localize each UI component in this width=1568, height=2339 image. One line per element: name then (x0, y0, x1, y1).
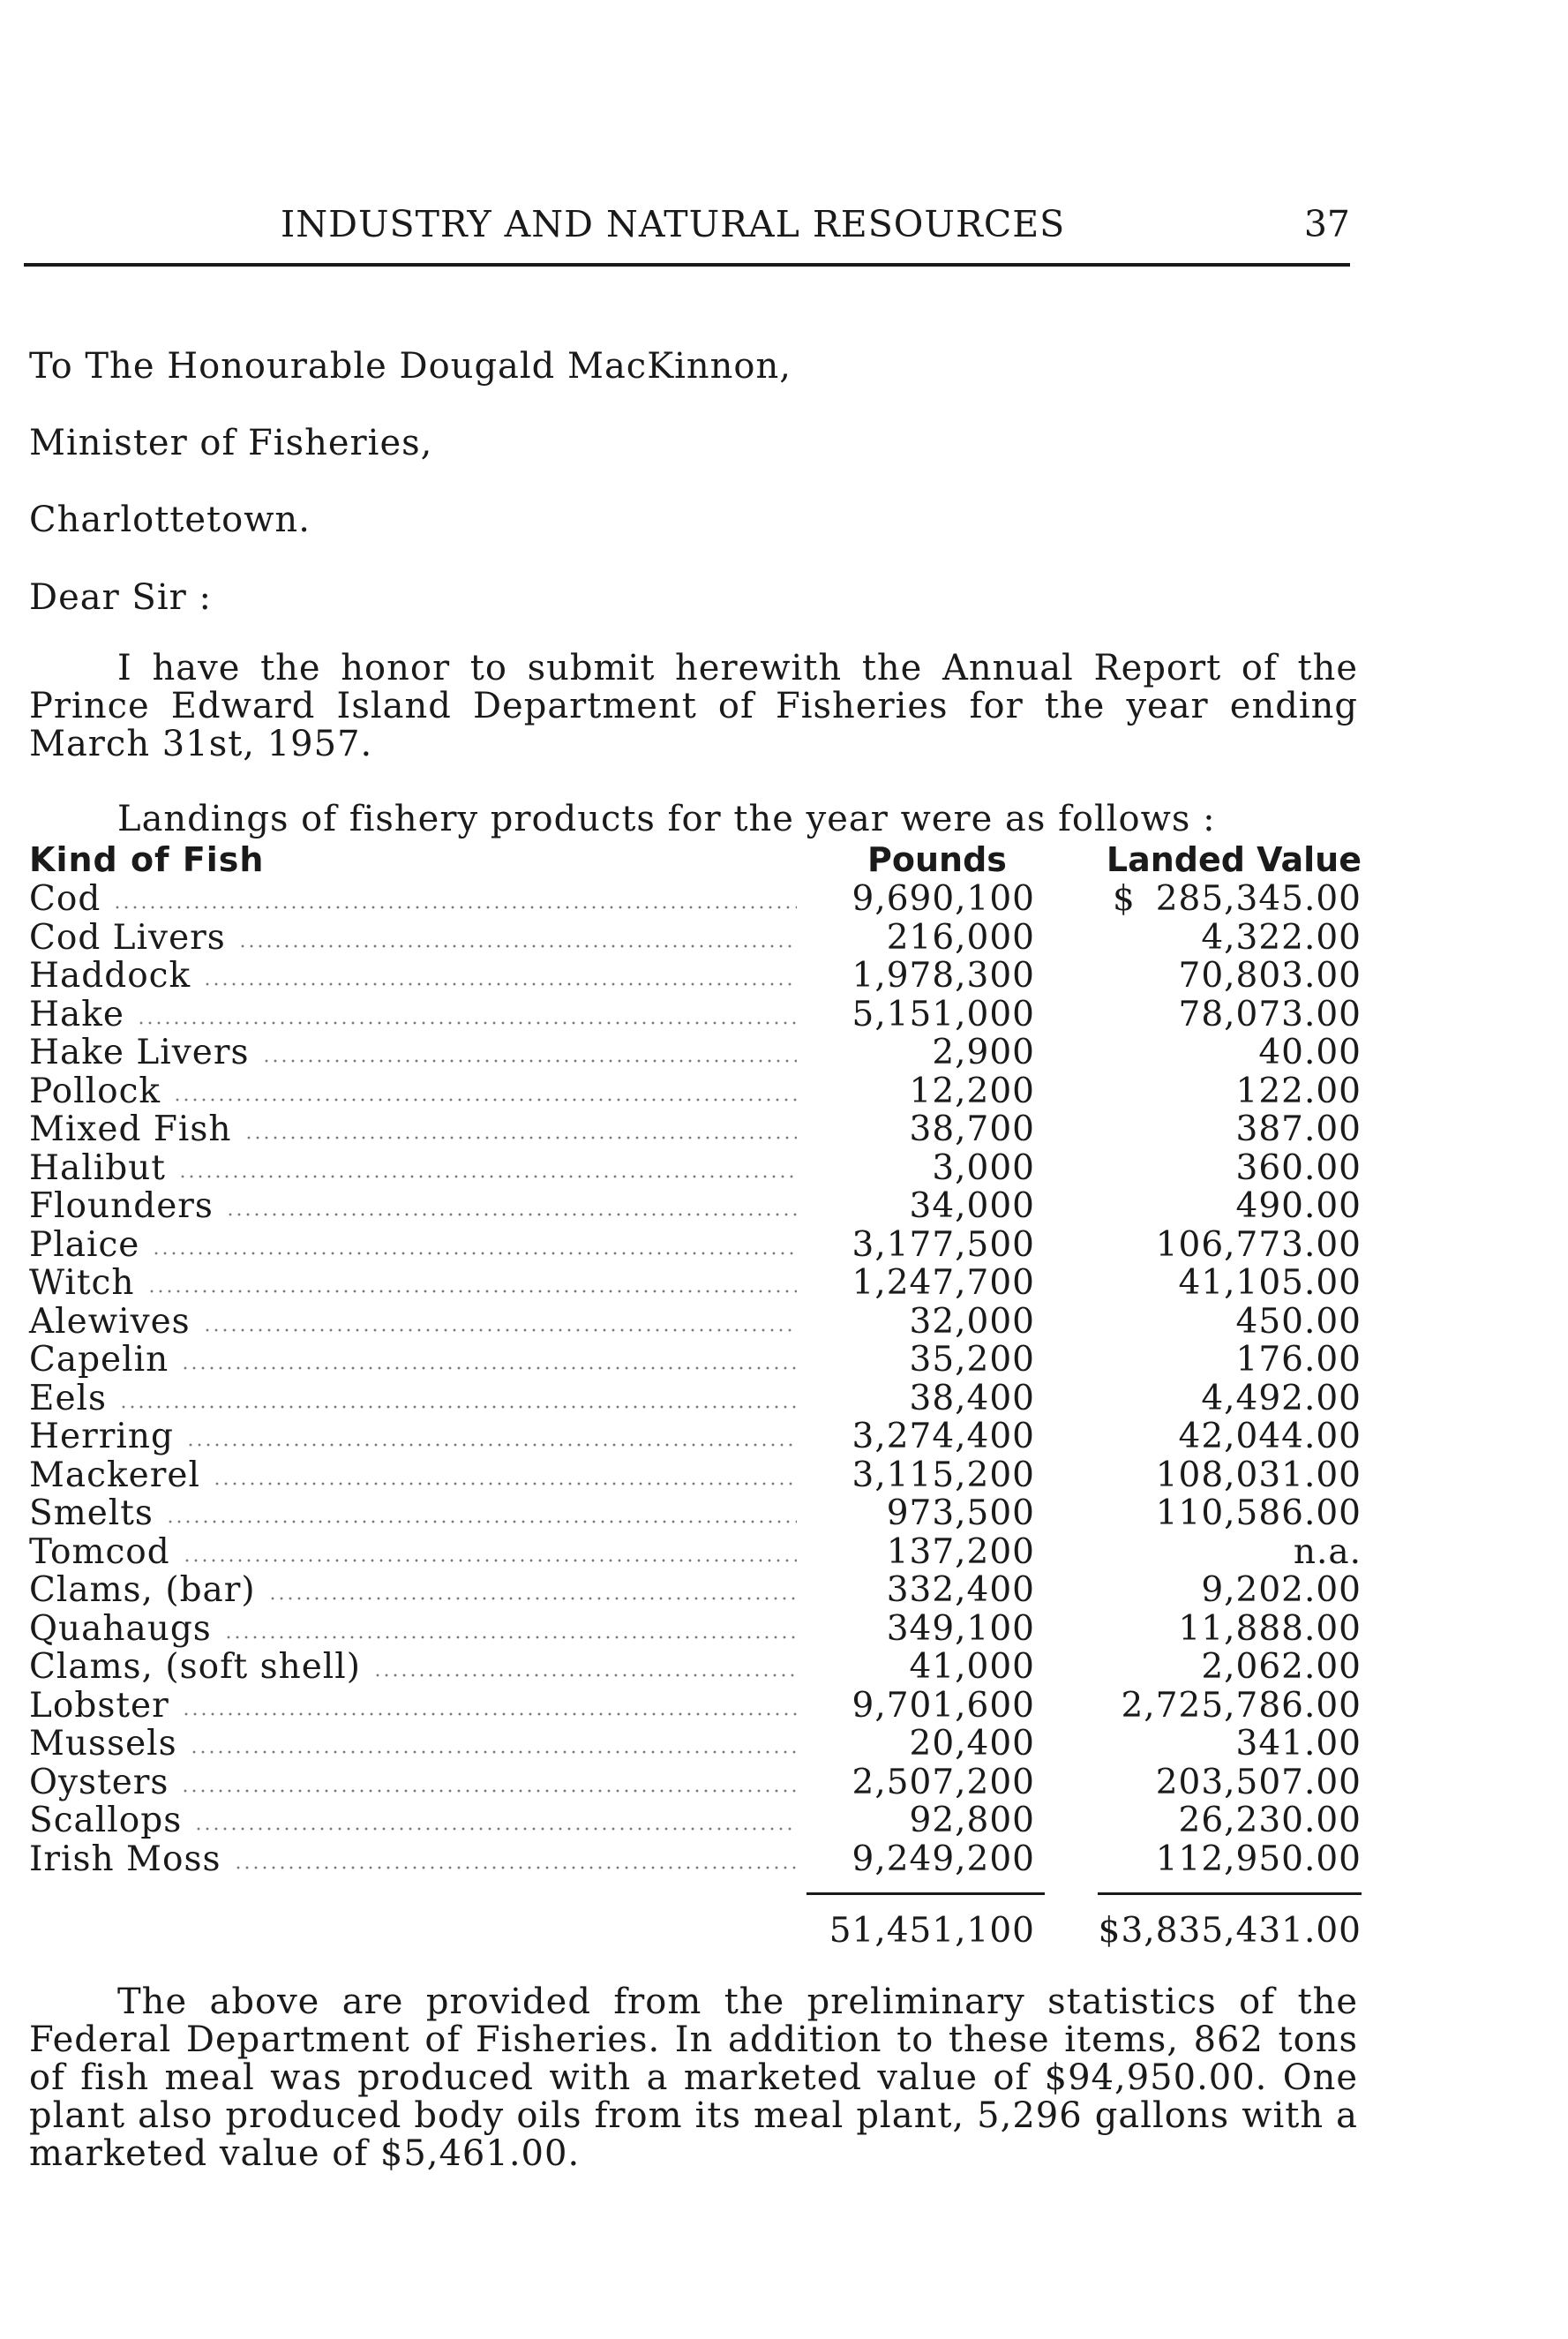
addressee-line: To The Honourable Dougald MacKinnon, (29, 346, 792, 387)
fish-kind: Smelts (29, 1493, 154, 1533)
table-row (29, 1839, 1362, 1878)
dot-leader (224, 1636, 797, 1639)
landed-value-cell: 108,031.00 (1155, 1455, 1362, 1495)
fish-kind: Clams, (soft shell) (29, 1647, 361, 1687)
table-intro: Landings of fishery products for the year were as follows : (117, 799, 1216, 839)
dot-leader (262, 1059, 797, 1063)
fish-kind: Plaice (29, 1224, 140, 1265)
landed-value-cell: 450.00 (1235, 1301, 1362, 1342)
position-line: Minister of Fisheries, (29, 423, 433, 463)
dot-leader (147, 1290, 797, 1293)
dot-leader (186, 1443, 797, 1447)
dot-leader (119, 1405, 797, 1409)
total-pounds: 51,451,100 (829, 1911, 1035, 1951)
dot-leader (203, 1328, 797, 1332)
table-row (29, 918, 1362, 957)
table-row (29, 1263, 1362, 1302)
fish-kind: Hake Livers (29, 1033, 250, 1072)
pounds-cell: 3,115,200 (852, 1455, 1035, 1495)
landed-value-cell: 122.00 (1235, 1071, 1362, 1111)
fish-kind: Irish Moss (29, 1839, 221, 1879)
table-row (29, 1724, 1362, 1763)
fish-kind: Witch (29, 1263, 135, 1303)
dot-leader (181, 1366, 797, 1370)
landed-value-cell: 40.00 (1258, 1033, 1362, 1072)
fish-kind: Alewives (29, 1301, 191, 1342)
dot-leader (373, 1673, 797, 1677)
fish-kind: Quahaugs (29, 1608, 212, 1649)
table-row (29, 1417, 1362, 1455)
table-row (29, 1148, 1362, 1187)
fish-kind: Clams, (bar) (29, 1570, 256, 1610)
fish-kind: Oysters (29, 1762, 169, 1802)
value-total-rule (1098, 1892, 1362, 1895)
total-value: $3,835,431.00 (1098, 1911, 1362, 1951)
pounds-cell: 38,400 (909, 1378, 1035, 1418)
fish-kind: Mackerel (29, 1455, 200, 1495)
intro-paragraph (29, 650, 1358, 763)
landed-value-cell: 78,073.00 (1178, 994, 1362, 1034)
table-row (29, 1686, 1362, 1725)
pounds-cell: 5,151,000 (852, 994, 1035, 1034)
pounds-cell: 2,507,200 (852, 1762, 1035, 1802)
table-row (29, 1609, 1362, 1648)
dot-leader (213, 1482, 797, 1485)
table-row (29, 1186, 1362, 1225)
pounds-cell: 1,247,700 (852, 1263, 1035, 1303)
fish-kind: Lobster (29, 1685, 169, 1726)
dot-leader (244, 1136, 797, 1139)
landed-value-cell: 9,202.00 (1201, 1570, 1362, 1610)
landed-value-cell: 176.00 (1235, 1340, 1362, 1380)
table-row (29, 1532, 1362, 1571)
pounds-cell: 92,800 (909, 1801, 1035, 1840)
pounds-cell: 12,200 (909, 1071, 1035, 1111)
landed-value-cell: 106,773.00 (1155, 1224, 1362, 1265)
column-header-kind: Kind of Fish (29, 840, 265, 879)
pounds-cell: 3,274,400 (852, 1417, 1035, 1456)
dot-leader (194, 1827, 797, 1831)
dot-leader (166, 1520, 797, 1523)
landed-value-cell: 2,725,786.00 (1121, 1685, 1362, 1726)
dot-leader (181, 1789, 797, 1793)
landed-value-cell: 285,345.00 (1155, 879, 1362, 919)
closing-paragraph (29, 1983, 1358, 2173)
table-row (29, 1801, 1362, 1839)
page-header (24, 203, 1350, 256)
pounds-cell: 349,100 (886, 1608, 1035, 1649)
table-header (29, 840, 1362, 879)
fish-kind: Tomcod (29, 1531, 170, 1572)
dot-leader (137, 1021, 797, 1025)
dot-leader (113, 906, 797, 909)
landed-value-cell: 341.00 (1235, 1724, 1362, 1764)
dot-leader (152, 1252, 797, 1255)
fish-kind: Flounders (29, 1186, 214, 1226)
table-row (29, 1225, 1362, 1264)
dot-leader (182, 1712, 797, 1716)
pounds-total-rule (807, 1892, 1045, 1895)
pounds-cell: 20,400 (909, 1724, 1035, 1764)
pounds-cell: 9,701,600 (852, 1685, 1035, 1726)
fish-kind: Capelin (29, 1340, 169, 1380)
landed-value-cell: 112,950.00 (1155, 1839, 1362, 1879)
table-row (29, 1570, 1362, 1609)
table-row (29, 1763, 1362, 1801)
dot-leader (268, 1597, 797, 1600)
landed-value-cell: 4,322.00 (1201, 917, 1362, 958)
header-rule (24, 263, 1350, 267)
pounds-cell: 32,000 (909, 1301, 1035, 1342)
landed-value-cell: 70,803.00 (1178, 956, 1362, 996)
landed-value-cell: 26,230.00 (1178, 1801, 1362, 1840)
pounds-cell: 9,690,100 (852, 879, 1035, 919)
pounds-cell: 3,000 (932, 1147, 1035, 1188)
table-row (29, 956, 1362, 995)
totals-row (29, 1911, 1362, 1950)
salutation: Dear Sir : (29, 577, 212, 618)
pounds-cell: 38,700 (909, 1109, 1035, 1149)
fish-kind: Cod (29, 879, 101, 919)
pounds-cell: 1,978,300 (852, 956, 1035, 996)
landed-value-cell: 41,105.00 (1178, 1263, 1362, 1303)
table-row (29, 1647, 1362, 1686)
dot-leader (234, 1866, 797, 1869)
city-line: Charlottetown. (29, 500, 311, 540)
landings-table (29, 879, 1362, 1877)
table-row (29, 1340, 1362, 1379)
landed-value-cell: 4,492.00 (1201, 1378, 1362, 1418)
currency-symbol: $ (1113, 879, 1135, 919)
landed-value-cell: 42,044.00 (1178, 1417, 1362, 1456)
dot-leader (238, 944, 797, 948)
landed-value-cell: 2,062.00 (1201, 1647, 1362, 1687)
pounds-cell: 3,177,500 (852, 1224, 1035, 1265)
table-row (29, 1302, 1362, 1341)
pounds-cell: 216,000 (886, 917, 1035, 958)
table-row (29, 1379, 1362, 1418)
pounds-cell: 41,000 (909, 1647, 1035, 1687)
landed-value-cell: 11,888.00 (1178, 1608, 1362, 1649)
fish-kind: Mussels (29, 1724, 177, 1764)
fish-kind: Mixed Fish (29, 1109, 232, 1149)
dot-leader (203, 982, 797, 986)
fish-kind: Haddock (29, 956, 191, 996)
fish-kind: Herring (29, 1417, 174, 1456)
landed-value-cell: 203,507.00 (1155, 1762, 1362, 1802)
table-row (29, 1033, 1362, 1072)
table-row (29, 1455, 1362, 1494)
dot-leader (226, 1213, 797, 1216)
table-row (29, 1493, 1362, 1532)
pounds-cell: 35,200 (909, 1340, 1035, 1380)
dot-leader (178, 1175, 797, 1178)
landed-value-cell: n.a. (1293, 1531, 1362, 1572)
fish-kind: Hake (29, 994, 124, 1034)
landed-value-cell: 387.00 (1235, 1109, 1362, 1149)
running-title: INDUSTRY AND NATURAL RESOURCES (281, 203, 1066, 245)
fish-kind: Eels (29, 1378, 108, 1418)
intro-paragraph-text: I have the honor to submit herewith the Annual Report of the Prince Edward Island Department of Fisheries for the year ending March 31st, 1957. (29, 648, 1358, 764)
landed-value-cell: 360.00 (1235, 1147, 1362, 1188)
fish-kind: Halibut (29, 1147, 166, 1188)
column-header-value: Landed Value (1106, 840, 1362, 879)
table-row (29, 995, 1362, 1034)
pounds-cell: 34,000 (909, 1186, 1035, 1226)
dot-leader (183, 1559, 797, 1562)
closing-paragraph-text: The above are provided from the preliminary statistics of the Federal Department of Fisheries. In addition to these items, 862 tons of fish meal was produced with a marketed value of $94,950.00. One plant also produced body oils from its meal plant, 5,296 gallons with a marketed value of $5,461.00. (29, 1982, 1358, 2174)
page-number: 37 (1303, 203, 1350, 245)
fish-kind: Pollock (29, 1071, 161, 1111)
pounds-cell: 973,500 (886, 1493, 1035, 1533)
table-row (29, 1072, 1362, 1110)
dot-leader (190, 1750, 797, 1754)
pounds-cell: 2,900 (932, 1033, 1035, 1072)
landed-value-cell: 490.00 (1235, 1186, 1362, 1226)
column-header-pounds: Pounds (867, 840, 1007, 879)
table-row (29, 1109, 1362, 1148)
fish-kind: Scallops (29, 1801, 183, 1840)
pounds-cell: 332,400 (886, 1570, 1035, 1610)
pounds-cell: 9,249,200 (852, 1839, 1035, 1879)
dot-leader (173, 1098, 797, 1102)
table-row (29, 879, 1362, 918)
landed-value-cell: 110,586.00 (1155, 1493, 1362, 1533)
fish-kind: Cod Livers (29, 917, 226, 958)
pounds-cell: 137,200 (886, 1531, 1035, 1572)
